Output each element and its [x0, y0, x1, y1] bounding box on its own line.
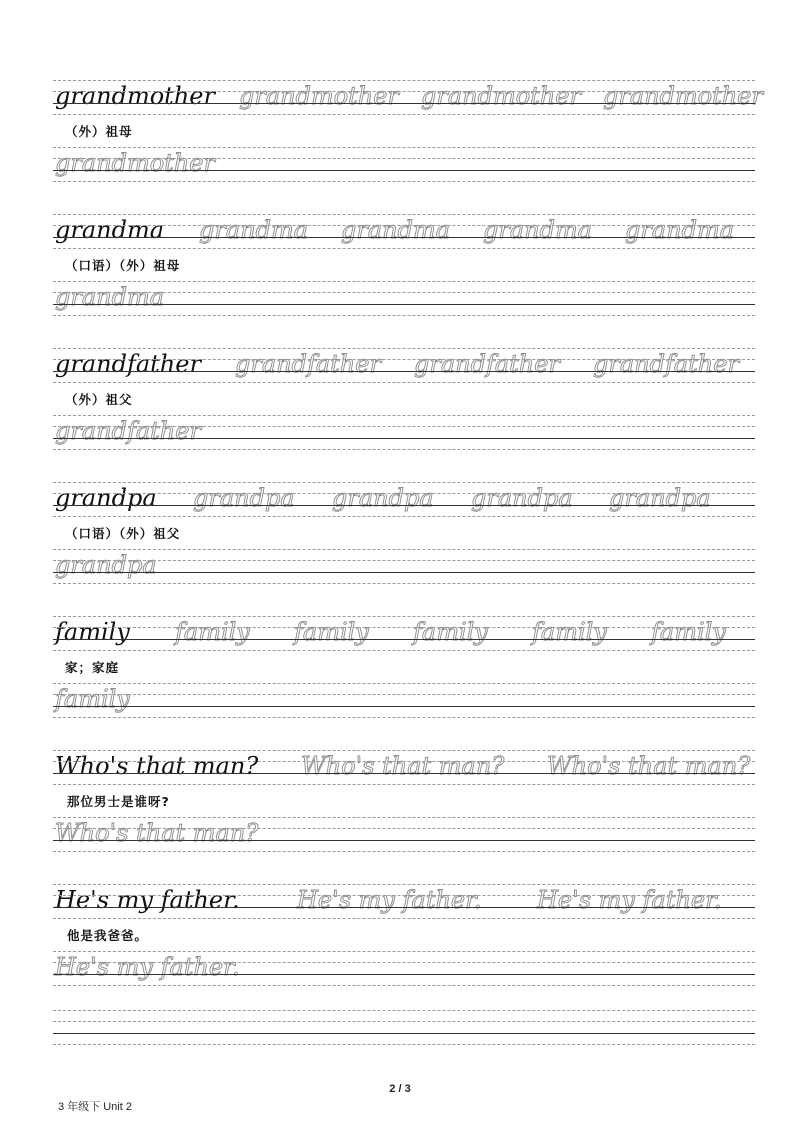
footer-label: 3 年级下 Unit 2 [58, 1101, 132, 1113]
trace-word: grandpa [55, 551, 157, 579]
trace-word: grandmother [55, 149, 215, 177]
guide-line [53, 784, 755, 785]
trace-word: family [294, 618, 369, 646]
guide-line [53, 650, 755, 651]
word-row [53, 884, 755, 920]
word-row [53, 750, 755, 786]
guide-line [53, 225, 755, 226]
guide-line [53, 103, 755, 104]
entry-grandma [53, 214, 755, 346]
guide-line [53, 158, 755, 159]
guide-line [53, 1021, 755, 1022]
trace-word: grandfather [593, 350, 739, 378]
entry-family [53, 616, 755, 748]
guide-line [53, 895, 755, 896]
guide-line [53, 717, 755, 718]
trace-word: grandpa [332, 484, 434, 512]
guide-line [53, 426, 755, 427]
word-meaning: （外）祖父 [65, 392, 133, 407]
trace-word: grandmother [421, 82, 581, 110]
model-word: grandfather [55, 350, 201, 378]
guide-line [53, 91, 755, 92]
copy-row [53, 415, 755, 451]
trace-sentence: Who's that man? [547, 752, 751, 780]
model-word: grandpa [55, 484, 157, 512]
guide-line [53, 549, 755, 550]
guide-line [53, 214, 755, 215]
sentence-meaning: 他是我爸爸。 [67, 928, 149, 943]
guide-line [53, 694, 755, 695]
guide-line [53, 449, 755, 450]
guide-line [53, 438, 755, 439]
word-meaning: （口语）（外）祖父 [65, 526, 181, 541]
guide-line [53, 828, 755, 829]
guide-line [53, 114, 755, 115]
trace-word: grandma [341, 216, 451, 244]
guide-line [53, 348, 755, 349]
guide-line [53, 1033, 755, 1034]
entry-hes-my-father [53, 884, 755, 1016]
guide-line [53, 1044, 755, 1045]
guide-line [53, 683, 755, 684]
entry-grandfather [53, 348, 755, 480]
trace-word: family [175, 618, 250, 646]
trace-word: family [55, 685, 130, 713]
model-word: grandma [55, 216, 165, 244]
word-row [53, 482, 755, 518]
page-number: 2 / 3 [389, 1083, 411, 1095]
guide-line [53, 1010, 755, 1011]
entry-grandmother [53, 80, 763, 212]
guide-line [53, 371, 755, 372]
model-word: family [55, 618, 130, 646]
trace-word: grandpa [609, 484, 711, 512]
trace-word: family [651, 618, 726, 646]
entry-grandpa [53, 482, 755, 614]
guide-line [53, 884, 755, 885]
word-row [53, 214, 755, 250]
guide-line [53, 315, 755, 316]
trace-word: grandpa [471, 484, 573, 512]
guide-line [53, 627, 755, 628]
trace-sentence: He's my father. [55, 953, 240, 981]
copy-row [53, 549, 755, 585]
copy-row [53, 683, 755, 719]
trace-word: grandmother [239, 82, 399, 110]
guide-line [53, 773, 755, 774]
entry-whos-that-man [53, 750, 755, 882]
guide-line [53, 918, 755, 919]
guide-line [53, 761, 755, 762]
guide-line [53, 493, 755, 494]
guide-line [53, 147, 755, 148]
trace-word: grandma [199, 216, 309, 244]
guide-line [53, 482, 755, 483]
word-row [53, 348, 755, 384]
guide-line [53, 505, 755, 506]
blank-writing-lines [53, 1010, 755, 1060]
guide-line [53, 237, 755, 238]
copy-row [53, 817, 755, 853]
guide-line [53, 170, 755, 171]
trace-word: grandfather [55, 417, 201, 445]
guide-line [53, 951, 755, 952]
trace-word: family [413, 618, 488, 646]
guide-line [53, 359, 755, 360]
model-sentence: He's my father. [55, 886, 240, 914]
guide-line [53, 840, 755, 841]
guide-line [53, 572, 755, 573]
model-word: grandmother [55, 82, 215, 110]
model-sentence: Who's that man? [55, 752, 259, 780]
word-meaning: 家；家庭 [65, 660, 120, 675]
trace-sentence: He's my father. [537, 886, 722, 914]
trace-sentence: He's my father. [297, 886, 482, 914]
guide-line [53, 974, 755, 975]
guide-line [53, 382, 755, 383]
guide-line [53, 248, 755, 249]
word-meaning: （外）祖母 [65, 124, 133, 139]
guide-line [53, 616, 755, 617]
copy-row [53, 281, 755, 317]
trace-sentence: Who's that man? [301, 752, 505, 780]
guide-line [53, 560, 755, 561]
guide-line [53, 304, 755, 305]
guide-line [53, 415, 755, 416]
trace-word: grandma [483, 216, 593, 244]
guide-line [53, 750, 755, 751]
guide-line [53, 962, 755, 963]
guide-line [53, 851, 755, 852]
trace-word: grandfather [235, 350, 381, 378]
guide-line [53, 583, 755, 584]
trace-word: grandmother [603, 82, 763, 110]
guide-line [53, 639, 755, 640]
guide-line [53, 281, 755, 282]
guide-line [53, 907, 755, 908]
trace-word: grandpa [193, 484, 295, 512]
guide-line [53, 516, 755, 517]
trace-word: grandfather [414, 350, 560, 378]
guide-line [53, 181, 755, 182]
guide-line [53, 706, 755, 707]
trace-word: grandma [625, 216, 735, 244]
copy-row [53, 147, 755, 183]
guide-line [53, 817, 755, 818]
word-meaning: （口语）（外）祖母 [65, 258, 181, 273]
guide-line [53, 80, 755, 81]
word-row [53, 616, 755, 652]
trace-word: grandma [55, 283, 165, 311]
guide-line [53, 292, 755, 293]
copy-row [53, 951, 755, 987]
trace-word: family [532, 618, 607, 646]
word-row [53, 80, 763, 116]
sentence-meaning: 那位男士是谁呀? [67, 794, 170, 809]
guide-line [53, 985, 755, 986]
trace-sentence: Who's that man? [55, 819, 259, 847]
